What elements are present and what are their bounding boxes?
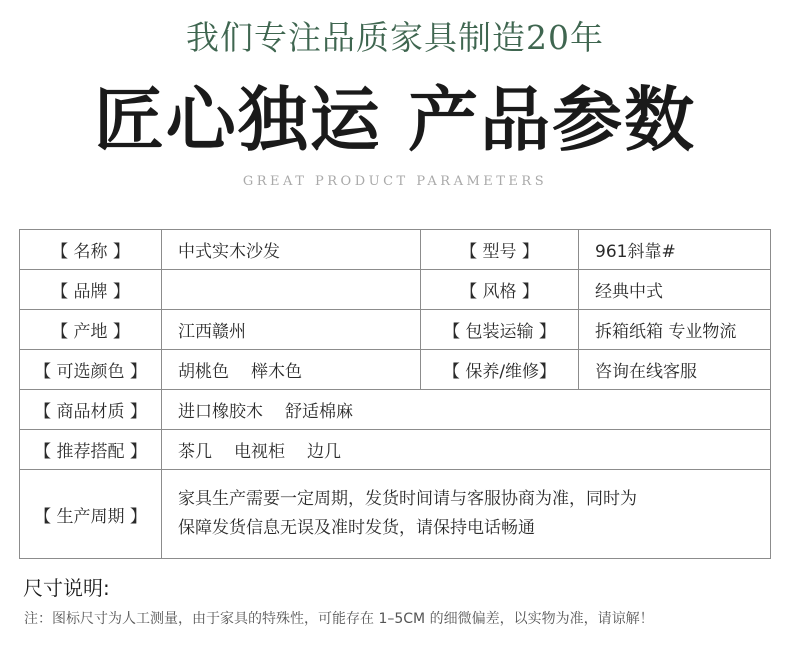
table-row: [20, 270, 771, 310]
color-values: [162, 350, 421, 390]
name-value: 中式实木沙发: [162, 230, 421, 270]
table-row: [20, 310, 771, 350]
size-note: 注：图标尺寸为人工测量，由于家具的特殊性，可能存在 1–5CM 的细微偏差，以实物为准，请谅解！: [24, 611, 654, 627]
material-item: 舒适棉麻: [285, 402, 353, 422]
style-label: 【 风格 】: [421, 270, 579, 310]
cycle-label: 【 生产周期 】: [20, 470, 162, 559]
model-label: 【 型号 】: [421, 230, 579, 270]
pairing-item: 电视柜: [234, 442, 285, 462]
headline: 匠心独运 产品参数: [93, 78, 697, 161]
pairing-item: 茶几: [178, 442, 212, 462]
material-item: 进口橡胶木: [178, 402, 263, 422]
subtitle: GREAT PRODUCT PARAMETERS: [242, 174, 548, 189]
material-label: 【 商品材质 】: [20, 390, 162, 430]
color-label: 【 可选颜色 】: [20, 350, 162, 390]
pairing-item: 边几: [307, 442, 341, 462]
table-row: [20, 470, 771, 559]
brand-value: [162, 270, 421, 310]
style-value: 经典中式: [579, 270, 771, 310]
origin-value: 江西赣州: [162, 310, 421, 350]
origin-label: 【 产地 】: [20, 310, 162, 350]
packaging-value: 拆箱纸箱 专业物流: [579, 310, 771, 350]
packaging-label: 【 包装运输 】: [421, 310, 579, 350]
model-value: 961斜靠#: [579, 230, 771, 270]
cycle-text: [162, 470, 771, 559]
cycle-line: 保障发货信息无误及准时发货，请保持电话畅通: [178, 518, 535, 538]
pairing-label: 【 推荐搭配 】: [20, 430, 162, 470]
material-values: [162, 390, 771, 430]
name-label: 【 名称 】: [20, 230, 162, 270]
color-option: 榉木色: [251, 362, 302, 382]
color-option: 胡桃色: [178, 362, 229, 382]
table-row: [20, 350, 771, 390]
table-row: [20, 430, 771, 470]
params-table: [19, 229, 771, 559]
cycle-line: 家具生产需要一定周期，发货时间请与客服协商为准，同时为: [178, 489, 637, 509]
table-row: [20, 390, 771, 430]
table-row: [20, 230, 771, 270]
maintenance-value: 咨询在线客服: [579, 350, 771, 390]
maintenance-label: 【 保养/维修】: [421, 350, 579, 390]
size-heading: 尺寸说明:: [23, 576, 110, 600]
pairing-values: [162, 430, 771, 470]
tagline: 我们专注品质家具制造20年: [186, 18, 604, 57]
brand-label: 【 品牌 】: [20, 270, 162, 310]
